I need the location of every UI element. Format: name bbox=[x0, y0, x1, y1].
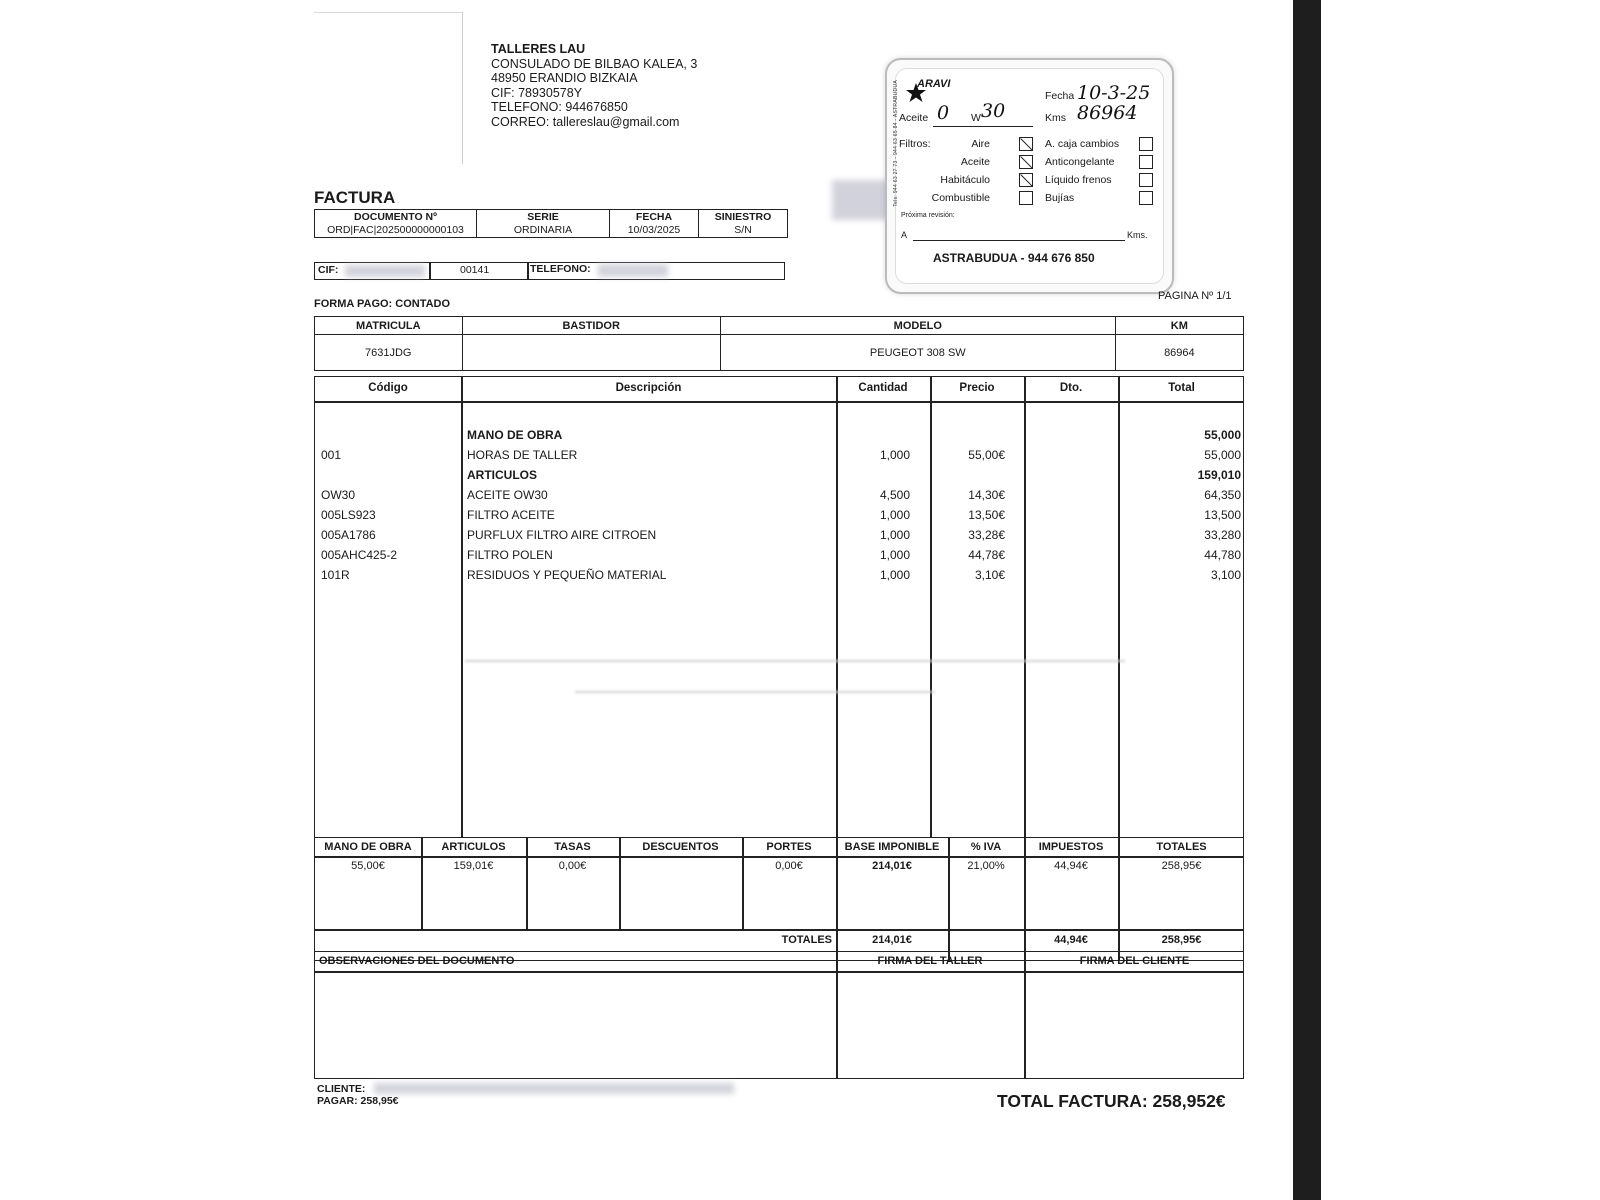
item-code: 101R bbox=[321, 568, 350, 582]
summary-label: DESCUENTOS bbox=[642, 841, 719, 853]
items-header: Precio bbox=[959, 382, 995, 394]
sticker-service-label: Líquido frenos bbox=[1045, 174, 1112, 186]
company-info bbox=[491, 42, 697, 130]
service-checkbox bbox=[1139, 155, 1153, 169]
pagar-amount: PAGAR: 258,95€ bbox=[317, 1095, 399, 1107]
item-description: FILTRO ACEITE bbox=[467, 508, 555, 522]
telefono-label: TELEFONO: bbox=[530, 263, 591, 275]
filter-checkbox bbox=[1019, 191, 1033, 205]
document-number: ORD|FAC|202500000000103 bbox=[315, 223, 477, 238]
summary-table bbox=[314, 838, 1244, 961]
page-number: PAGINA Nº 1/1 bbox=[1158, 290, 1232, 302]
redacted-cif bbox=[345, 265, 425, 277]
item-price: 55,00€ bbox=[968, 448, 1005, 462]
item-total: 13,500 bbox=[1204, 508, 1241, 522]
client-id-row bbox=[314, 262, 785, 280]
redacted-block bbox=[832, 180, 892, 220]
summary-label: TASAS bbox=[554, 841, 591, 853]
item-quantity: 1,000 bbox=[879, 448, 910, 462]
service-checkbox bbox=[1139, 137, 1153, 151]
client-code: 00141 bbox=[460, 264, 490, 276]
table-row bbox=[315, 508, 1245, 526]
sticker-filtros-label: Filtros: bbox=[899, 138, 931, 150]
company-phone: TELEFONO: 944676850 bbox=[491, 100, 628, 115]
header-label: SINIESTRO bbox=[699, 210, 788, 224]
service-checkbox bbox=[1139, 191, 1153, 205]
summary-label: PORTES bbox=[766, 841, 812, 853]
sticker-kms-value: 86964 bbox=[1077, 102, 1138, 124]
sticker-footer: ASTRABUDUA - 944 676 850 bbox=[933, 251, 1095, 265]
summary-value: 21,00% bbox=[967, 860, 1005, 872]
summary-value: 44,94€ bbox=[1054, 860, 1088, 872]
item-code: 005A1786 bbox=[321, 528, 376, 542]
redacted-client-name bbox=[374, 1083, 734, 1094]
matricula-value: 7631JDG bbox=[315, 335, 463, 371]
sticker-aceite-label: Aceite bbox=[899, 112, 929, 124]
summary-value: 214,01€ bbox=[872, 860, 912, 872]
item-description: FILTRO POLEN bbox=[467, 548, 553, 562]
modelo-value: PEUGEOT 308 SW bbox=[720, 335, 1115, 371]
serie-value: ORDINARIA bbox=[477, 223, 610, 238]
sticker-fecha-label: Fecha bbox=[1045, 90, 1075, 102]
item-price: 14,30€ bbox=[968, 488, 1005, 502]
forma-pago: FORMA PAGO: CONTADO bbox=[314, 298, 451, 310]
sticker-a-label: A bbox=[901, 230, 908, 240]
siniestro-value: S/N bbox=[699, 223, 788, 238]
table-row bbox=[315, 448, 1245, 466]
table-row bbox=[315, 548, 1245, 566]
company-cif: CIF: 78930578Y bbox=[491, 85, 583, 100]
star-logo-icon bbox=[905, 82, 927, 104]
sticker-service-label: A. caja cambios bbox=[1045, 138, 1120, 150]
sticker-brand: ARAVI bbox=[917, 78, 951, 90]
document-title: FACTURA bbox=[314, 188, 396, 207]
summary-value: 55,00€ bbox=[351, 860, 385, 872]
cliente-label: CLIENTE: bbox=[317, 1083, 366, 1095]
item-description: HORAS DE TALLER bbox=[467, 448, 578, 462]
item-quantity: 1,000 bbox=[879, 568, 910, 582]
sticker-side-text: Tels: 944 63 27 73 - 944 63 65 84 - ASTRABUDUA bbox=[893, 80, 899, 207]
summary-label: IMPUESTOS bbox=[1038, 841, 1104, 853]
totales-base: 214,01€ bbox=[872, 934, 912, 946]
sticker-filter-label: Habitáculo bbox=[940, 174, 990, 186]
header-label: DOCUMENTO Nº bbox=[315, 210, 477, 224]
item-code: 005AHC425-2 bbox=[321, 548, 398, 562]
item-description: MANO DE OBRA bbox=[467, 428, 563, 442]
fecha-value: 10/03/2025 bbox=[610, 223, 699, 238]
sticker-filter-label: Aire bbox=[971, 138, 990, 150]
table-row bbox=[315, 468, 1245, 486]
summary-value: 0,00€ bbox=[558, 860, 587, 872]
item-description: RESIDUOS Y PEQUEÑO MATERIAL bbox=[467, 568, 667, 582]
sticker-aceite-value1: 0 bbox=[937, 102, 950, 124]
item-quantity: 1,000 bbox=[879, 528, 910, 542]
item-total: 55,000 bbox=[1204, 448, 1241, 462]
sticker-proxima-label: Próxima revisión: bbox=[901, 212, 955, 219]
sticker-aceite-value2: 30 bbox=[981, 100, 1006, 122]
item-description: ACEITE OW30 bbox=[467, 488, 548, 502]
item-price: 44,78€ bbox=[968, 548, 1005, 562]
item-quantity: 1,000 bbox=[879, 548, 910, 562]
item-price: 3,10€ bbox=[974, 568, 1005, 582]
summary-label: ARTICULOS bbox=[441, 841, 506, 853]
item-price: 13,50€ bbox=[968, 508, 1005, 522]
total-factura: TOTAL FACTURA: 258,952€ bbox=[997, 1091, 1226, 1111]
item-quantity: 1,000 bbox=[879, 508, 910, 522]
item-description: PURFLUX FILTRO AIRE CITROEN bbox=[467, 528, 657, 542]
filter-checkbox bbox=[1019, 155, 1033, 169]
totales-impuestos: 44,94€ bbox=[1054, 934, 1088, 946]
item-quantity: 4,500 bbox=[879, 488, 910, 502]
cif-label: CIF: bbox=[318, 264, 339, 276]
items-header: Descripción bbox=[615, 382, 682, 394]
vehicle-label: KM bbox=[1115, 317, 1243, 335]
table-row bbox=[315, 428, 1245, 446]
item-total: 159,010 bbox=[1197, 468, 1241, 482]
bastidor-value bbox=[462, 335, 720, 371]
summary-value: 0,00€ bbox=[775, 860, 803, 872]
firma-cliente-label: FIRMA DEL CLIENTE bbox=[1079, 955, 1190, 967]
vehicle-label: BASTIDOR bbox=[462, 317, 720, 335]
service-sticker bbox=[885, 58, 1174, 294]
summary-label: % IVA bbox=[970, 841, 1002, 853]
item-code: 005LS923 bbox=[321, 508, 376, 522]
item-total: 55,000 bbox=[1204, 428, 1241, 442]
sticker-kms-end: Kms. bbox=[1127, 230, 1148, 240]
vehicle-label: MATRICULA bbox=[315, 317, 463, 335]
firma-taller-label: FIRMA DEL TALLER bbox=[877, 955, 983, 967]
item-code: 001 bbox=[321, 448, 342, 462]
item-price: 33,28€ bbox=[968, 528, 1005, 542]
redacted-phone bbox=[598, 264, 668, 277]
summary-label: MANO DE OBRA bbox=[324, 841, 412, 853]
company-name: TALLERES LAU bbox=[491, 42, 586, 56]
sticker-service-label: Anticongelante bbox=[1045, 156, 1115, 168]
sticker-service-label: Bujías bbox=[1045, 192, 1075, 204]
company-address-line2: 48950 ERANDIO BIZKAIA bbox=[491, 71, 638, 86]
items-header: Total bbox=[1168, 382, 1195, 394]
sticker-fecha-value: 10-3-25 bbox=[1077, 82, 1151, 104]
company-address-line1: CONSULADO DE BILBAO KALEA, 3 bbox=[491, 56, 698, 71]
vehicle-table bbox=[314, 316, 1244, 371]
totales-label: TOTALES bbox=[781, 934, 832, 946]
scan-smudge bbox=[465, 660, 1125, 662]
item-total: 3,100 bbox=[1210, 568, 1241, 582]
table-row bbox=[315, 488, 1245, 506]
line-items-table bbox=[314, 376, 1244, 838]
scan-edge-shadow bbox=[1293, 0, 1321, 1200]
item-total: 64,350 bbox=[1204, 488, 1241, 502]
vehicle-label: MODELO bbox=[720, 317, 1115, 335]
header-label: FECHA bbox=[610, 210, 699, 224]
scan-border-left bbox=[462, 12, 463, 164]
totales-total: 258,95€ bbox=[1161, 934, 1202, 946]
summary-label: BASE IMPONIBLE bbox=[844, 841, 940, 853]
items-header: Código bbox=[368, 382, 408, 394]
summary-value: 159,01€ bbox=[453, 860, 494, 872]
invoice-header-table bbox=[314, 209, 788, 238]
item-description: ARTICULOS bbox=[467, 468, 537, 482]
sticker-aceite-w: W bbox=[971, 112, 981, 124]
items-header: Dto. bbox=[1059, 382, 1083, 394]
sticker-filter-label: Combustible bbox=[931, 192, 990, 204]
summary-label: TOTALES bbox=[1156, 841, 1207, 853]
table-row bbox=[315, 568, 1245, 586]
items-header: Cantidad bbox=[858, 382, 908, 394]
scan-border-top bbox=[314, 12, 462, 13]
company-email: CORREO: tallereslau@gmail.com bbox=[491, 114, 680, 129]
service-checkbox bbox=[1139, 173, 1153, 187]
table-row bbox=[315, 528, 1245, 546]
observaciones-label: OBSERVACIONES DEL DOCUMENTO bbox=[319, 955, 515, 967]
header-label: SERIE bbox=[477, 210, 610, 224]
item-total: 44,780 bbox=[1204, 548, 1241, 562]
filter-checkbox bbox=[1019, 173, 1033, 187]
observations-signatures bbox=[314, 951, 1244, 1079]
filter-checkbox bbox=[1019, 137, 1033, 151]
sticker-filter-label: Aceite bbox=[960, 156, 990, 168]
item-total: 33,280 bbox=[1204, 528, 1241, 542]
km-value: 86964 bbox=[1115, 335, 1243, 371]
item-code: OW30 bbox=[321, 488, 356, 502]
sticker-kms-label: Kms bbox=[1045, 112, 1066, 124]
scan-smudge bbox=[575, 691, 935, 693]
summary-value: 258,95€ bbox=[1161, 860, 1202, 872]
